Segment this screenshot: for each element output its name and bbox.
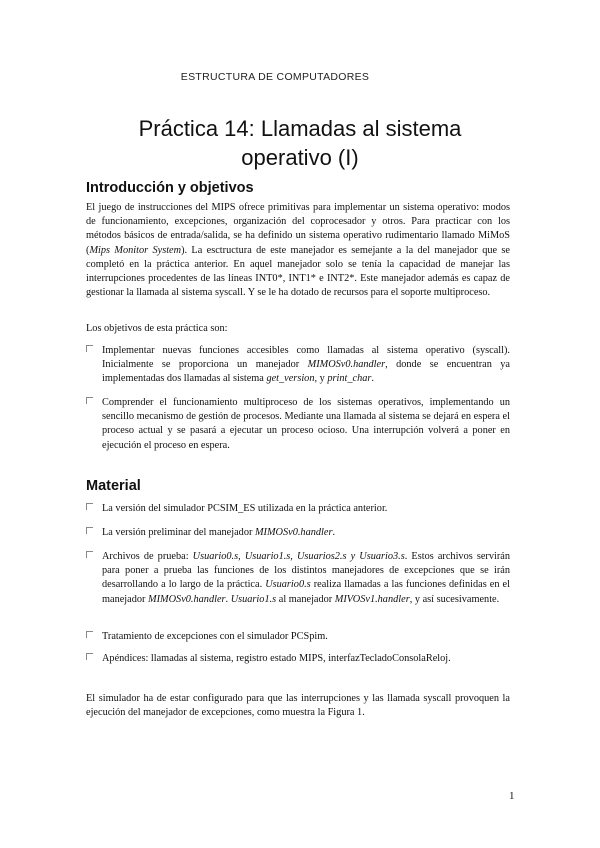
obj1-emphasis-2: get_version — [266, 373, 315, 385]
page-title — [60, 114, 540, 172]
m3-text-b: . Estos archivos servirán para poner a prueba las funciones de los distintos manejadores de excepciones que se irán desarrollando a lo largo de la práctica. — [102, 551, 510, 591]
m2-text-b: . — [332, 527, 336, 538]
m3-text-d: . — [225, 593, 231, 605]
intro-emphasis: Mips Monitor System — [89, 244, 182, 256]
material-text — [102, 526, 510, 540]
material-text: Apéndices: llamadas al sistema, registro estado MIPS, interfazTecladoConsolaReloj. — [102, 653, 451, 664]
m3-emphasis-2: Usuario0.s — [265, 579, 311, 591]
m3-text-f: , y así sucesivamente. — [409, 593, 500, 605]
obj1-text-b: , donde se encuentran ya implementadas dos llamadas al sistema — [102, 359, 510, 385]
intro-paragraph — [86, 201, 510, 300]
objective-item — [86, 396, 510, 453]
bullet-marker-icon — [86, 345, 93, 352]
obj1-text-a: Implementar nuevas funciones accesibles como llamadas al sistema operativo (syscall). Inicialmente se proporciona un manejador — [102, 345, 510, 371]
intro-text-b: ). La esctructura de este manejador es semejante a la del manejador que se completó en la práctica anterior. En aquel manejador solo se tenía la capacidad de manejar las interrupciones procedentes de las líneas INT0*, INT1* e INT2*. Este manejador además es capaz de gestionar la llamada al sistema syscall. Y se le ha dotado de recursos para el soporte multiproceso. — [86, 244, 510, 299]
material-item — [86, 526, 510, 540]
running-header: ESTRUCTURA DE COMPUTADORES — [180, 71, 370, 83]
objective-item — [86, 344, 510, 387]
m2-text-a: La versión preliminar del manejador — [102, 527, 255, 538]
material-text — [102, 550, 510, 607]
m3-emphasis-3: MIMOSv0.handler — [148, 593, 226, 605]
bullet-marker-icon — [86, 503, 93, 510]
section-heading-intro: Introducción y objetivos — [86, 180, 254, 196]
material-item — [86, 502, 510, 516]
bullet-marker-icon — [86, 527, 93, 534]
m3-emphasis-1: Usuario0.s, Usuario1.s, Usuarios2.s y Usuario3.s — [192, 551, 405, 562]
material-text: La versión del simulador PCSIM_ES utilizada en la práctica anterior. — [102, 503, 388, 514]
m3-emphasis-5: MIVOSv1.handler — [334, 593, 410, 605]
closing-paragraph: El simulador ha de estar configurado para que las interrupciones y las llamada syscall provoquen la ejecución del manejador de excepciones, como muestra la Figura 1. — [86, 693, 510, 719]
obj1-text-c: , y — [314, 373, 328, 385]
intro-text-a: El juego de instrucciones del MIPS ofrece primitivas para implementar un sistema operativo: modos de funcionamiento, excepciones, organización del coprocesador y otros. Para practicar con los métodos básicos de entrada/salida, se ha definido un sistema operativo rudimentario llamado MiMoS ( — [86, 202, 510, 256]
obj1-emphasis-1: MIMOSv0.handler — [307, 359, 386, 371]
objectives-intro: Los objetivos de esta práctica son: — [86, 323, 228, 334]
m3-text-a: Archivos de prueba: — [102, 551, 193, 562]
material-item — [86, 652, 510, 666]
title-line-2: operativo (I) — [241, 145, 359, 170]
title-line-1: Práctica 14: Llamadas al sistema — [138, 116, 462, 141]
m2-emphasis: MIMOSv0.handler — [254, 527, 333, 538]
section-heading-material: Material — [86, 478, 141, 494]
objective-text: Comprender el funcionamiento multiproceso de los sistemas operativos, implementando un sencillo mecanismo de gestión de procesos. Mediante una llamada al sistema se dejará en espera el proceso actual y se pasará a ejecutar un proceso ocioso. Una interrupción volverá a poner en ejecución el proceso en espera. — [102, 397, 510, 451]
material-item — [86, 630, 510, 644]
bullet-marker-icon — [86, 653, 93, 660]
objective-text — [102, 344, 510, 387]
bullet-marker-icon — [86, 631, 93, 638]
obj1-text-d: . — [371, 373, 374, 385]
page-number: 1 — [509, 790, 515, 802]
m3-text-c: realiza llamadas a las funciones definidas en el manejador — [102, 579, 510, 605]
material-item — [86, 550, 510, 607]
bullet-marker-icon — [86, 551, 93, 558]
bullet-marker-icon — [86, 397, 93, 404]
material-text: Tratamiento de excepciones con el simulador PCSpim. — [102, 631, 328, 642]
m3-emphasis-4: Usuario1.s — [230, 593, 277, 605]
m3-text-e: al manejador — [276, 593, 335, 605]
obj1-emphasis-3: print_char — [327, 373, 372, 385]
